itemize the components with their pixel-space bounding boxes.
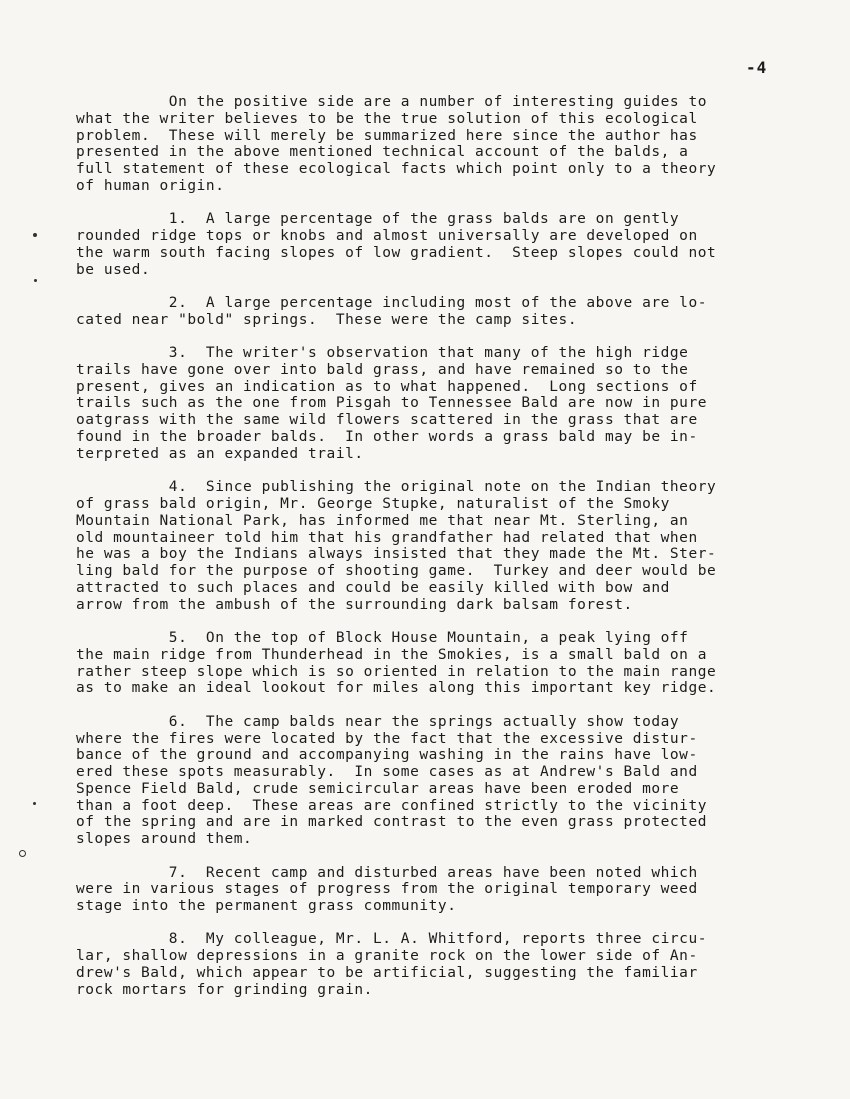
paragraph bbox=[76, 211, 776, 278]
text-line: 3. The writer's observation that many of the high ridge bbox=[76, 345, 689, 362]
text-line: present, gives an indication as to what happened. Long sections of bbox=[76, 378, 698, 395]
text-line: terpreted as an expanded trail. bbox=[76, 445, 364, 462]
text-line: attracted to such places and could be easily killed with bow and bbox=[76, 579, 670, 596]
text-line: slopes around them. bbox=[76, 831, 253, 848]
text-line: full statement of these ecological facts which point only to a theory bbox=[76, 161, 717, 178]
text-line: Mountain National Park, has informed me that near Mt. Sterling, an bbox=[76, 512, 689, 529]
text-line: bance of the ground and accompanying washing in the rains have low- bbox=[76, 747, 698, 764]
text-line: On the positive side are a number of interesting guides to bbox=[76, 94, 708, 110]
text-line: 6. The camp balds near the springs actually show today bbox=[76, 713, 680, 730]
text-line: the main ridge from Thunderhead in the Smokies, is a small bald on a bbox=[76, 646, 708, 663]
text-line: old mountaineer told him that his grandfather had related that when bbox=[76, 529, 698, 546]
text-line: trails such as the one from Pisgah to Tennessee Bald are now in pure bbox=[76, 395, 708, 412]
text-line: Spence Field Bald, crude semicircular areas have been eroded more bbox=[76, 780, 680, 797]
paragraph bbox=[76, 714, 776, 848]
margin-mark bbox=[33, 233, 37, 237]
text-line: 7. Recent camp and disturbed areas have been noted which bbox=[76, 864, 698, 881]
text-line: what the writer believes to be the true solution of this ecological bbox=[76, 110, 698, 127]
text-line: ered these spots measurably. In some cases as at Andrew's Bald and bbox=[76, 764, 698, 781]
text-line: found in the broader balds. In other words a grass bald may be in- bbox=[76, 429, 698, 446]
text-line: drew's Bald, which appear to be artificial, suggesting the familiar bbox=[76, 965, 698, 982]
paragraph bbox=[76, 94, 776, 195]
text-line: arrow from the ambush of the surrounding dark balsam forest. bbox=[76, 596, 633, 613]
text-line: he was a boy the Indians always insisted that they made the Mt. Ster- bbox=[76, 546, 717, 563]
paragraph bbox=[76, 345, 776, 463]
text-line: problem. These will merely be summarized here since the author has bbox=[76, 127, 698, 144]
page-number: -4 bbox=[746, 58, 768, 77]
text-line: trails have gone over into bald grass, and have remained so to the bbox=[76, 361, 689, 378]
text-line: where the fires were located by the fact that the excessive distur- bbox=[76, 730, 698, 747]
text-line: oatgrass with the same wild flowers scattered in the grass that are bbox=[76, 412, 698, 429]
text-line: 8. My colleague, Mr. L. A. Whitford, reports three circu- bbox=[76, 931, 708, 948]
text-line: of the spring and are in marked contrast to the even grass protected bbox=[76, 814, 708, 831]
margin-mark bbox=[19, 850, 26, 857]
text-line: lar, shallow depressions in a granite rock on the lower side of An- bbox=[76, 948, 698, 965]
paragraph bbox=[76, 931, 776, 998]
margin-mark bbox=[34, 279, 37, 282]
document-body bbox=[76, 94, 776, 1015]
text-line: 2. A large percentage including most of the above are lo- bbox=[76, 294, 708, 311]
text-line: rounded ridge tops or knobs and almost universally are developed on bbox=[76, 228, 698, 245]
text-line: were in various stages of progress from the original temporary weed bbox=[76, 881, 698, 898]
paragraph bbox=[76, 479, 776, 613]
text-line: stage into the permanent grass community. bbox=[76, 898, 457, 915]
text-line: presented in the above mentioned technical account of the balds, a bbox=[76, 144, 689, 161]
text-line: 1. A large percentage of the grass balds are on gently bbox=[76, 211, 680, 228]
text-line: ling bald for the purpose of shooting game. Turkey and deer would be bbox=[76, 563, 717, 580]
text-line: 5. On the top of Block House Mountain, a peak lying off bbox=[76, 630, 689, 647]
paragraph bbox=[76, 630, 776, 697]
paragraph bbox=[76, 865, 776, 915]
text-line: be used. bbox=[76, 261, 151, 278]
text-line: 4. Since publishing the original note on the Indian theory bbox=[76, 479, 717, 496]
text-line: of human origin. bbox=[76, 177, 225, 194]
paragraph bbox=[76, 295, 776, 329]
text-line: rather steep slope which is so oriented in relation to the main range bbox=[76, 663, 717, 680]
text-line: of grass bald origin, Mr. George Stupke, naturalist of the Smoky bbox=[76, 495, 670, 512]
margin-mark bbox=[33, 802, 36, 805]
text-line: than a foot deep. These areas are confined strictly to the vicinity bbox=[76, 797, 708, 814]
text-line: the warm south facing slopes of low gradient. Steep slopes could not bbox=[76, 244, 717, 261]
text-line: rock mortars for grinding grain. bbox=[76, 981, 373, 998]
text-line: as to make an ideal lookout for miles along this important key ridge. bbox=[76, 680, 717, 697]
text-line: cated near "bold" springs. These were the camp sites. bbox=[76, 311, 578, 328]
